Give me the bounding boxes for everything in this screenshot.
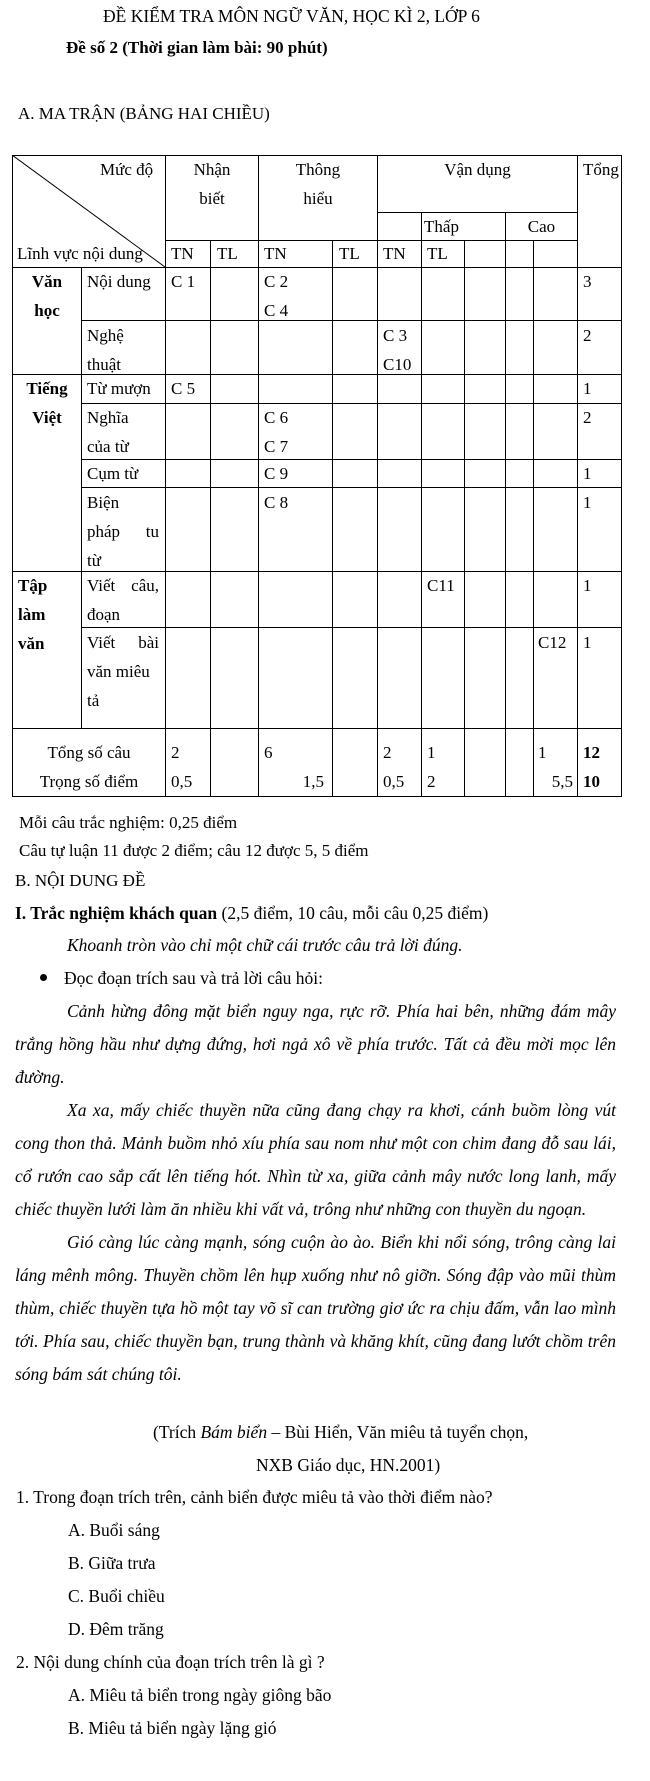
q2-option-a[interactable]: A. Miêu tả biển trong ngày giông bão (68, 1685, 332, 1705)
group-van-hoc: Văn học (31, 272, 63, 320)
cell-total: 1 (583, 493, 592, 512)
summary-vd-tl: 1 2 (427, 743, 436, 791)
cell: C 8 (264, 493, 289, 512)
cell-total: 1 (583, 576, 592, 595)
q2-option-b[interactable]: B. Miêu tả biển ngày lặng gió (68, 1718, 277, 1738)
passage-paragraph: Cảnh hừng đông mặt biển nguy nga, rực rỡ. Phía hai bên, những đám mây trắng hồng hầu như dựng đứng, hơi ngả xô về phía trước. Tất cả đều mời mọc lên đường. (15, 1001, 616, 1087)
sub-cao: Cao (527, 217, 556, 236)
level-van-dung: Vận dụng (444, 160, 511, 179)
summary-th: 6 1,5 (264, 743, 324, 791)
cell: C 1 (171, 272, 196, 291)
col-tn: TN (264, 244, 287, 263)
summary-vd-tn: 2 0,5 (383, 743, 405, 791)
cell-total: 1 (583, 464, 592, 483)
passage (15, 995, 616, 1391)
level-thong-hieu: Thông hiểu (295, 160, 341, 208)
exam-title: ĐỀ KIỂM TRA MÔN NGỮ VĂN, HỌC KÌ 2, LỚP 6 (103, 6, 480, 26)
question-2: 2. Nội dung chính của đoạn trích trên là gì ? (16, 1652, 325, 1672)
group-tap-lam-van: Tập làm văn (18, 576, 48, 653)
level-tong: Tổng (583, 160, 619, 179)
col-tl: TL (339, 244, 360, 263)
row-label-noi-dung: Nội dung (87, 272, 151, 291)
col-tl: TL (427, 244, 448, 263)
part1-heading: I. Trắc nghiệm khách quan (2,5 điểm, 10 câu, mỗi câu 0,25 điểm) (15, 903, 489, 923)
row-label-viet-cau: Viết câu, đoạn (87, 576, 159, 624)
cell-total: 2 (583, 408, 592, 427)
citation-line-2: NXB Giáo dục, HN.2001) (256, 1455, 441, 1475)
summary-nb: 2 0,5 (171, 743, 193, 791)
q1-option-d[interactable]: D. Đêm trăng (68, 1619, 164, 1639)
summary-cao: 1 5,5 (538, 743, 573, 791)
section-b-heading: B. NỘI DUNG ĐỀ (15, 871, 146, 890)
passage-paragraph: Gió càng lúc càng mạnh, sóng cuộn ào ào. Biển khi nổi sóng, trông càng lai láng mênh mông. Thuyền chồm lên hụp xuống như nô giỡn. Sóng đập vào mũi thùm thùm, chiếc thuyền tựa hồ một tay võ sĩ can trường giơ ức ra chịu đấm, vẫn lao mình tới. Phía sau, chiếc thuyền bạn, trung thành và khăng khít, cũng đang lướt chồm trên sóng bám sát chúng tôi. (15, 1232, 616, 1384)
note-tracnghiem: Mỗi câu trắc nghiệm: 0,25 điểm (19, 813, 238, 832)
bullet-icon (40, 974, 47, 981)
corner-top-label: Mức độ (100, 160, 154, 179)
cell-total: 2 (583, 326, 592, 345)
q1-option-b[interactable]: B. Giữa trưa (68, 1553, 156, 1573)
matrix-table (12, 155, 622, 797)
cell: C12 (538, 633, 567, 652)
row-label-nghia-cua-tu: Nghĩa của từ (87, 408, 129, 456)
cell-total: 1 (583, 633, 592, 652)
col-tn: TN (383, 244, 406, 263)
cell: C 2 C 4 (264, 272, 289, 320)
bullet-item: Đọc đoạn trích sau và trả lời câu hỏi: (40, 968, 323, 989)
instruction: Khoanh tròn vào chỉ một chữ cái trước câu trả lời đúng. (67, 935, 463, 955)
summary-labels: Tổng số câu Trọng số điểm (39, 743, 139, 791)
cell: C 5 (171, 379, 196, 398)
q1-option-c[interactable]: C. Buổi chiều (68, 1586, 165, 1606)
cell: C 9 (264, 464, 289, 483)
row-label-tu-muon: Từ mượn (87, 379, 151, 398)
row-label-nghe-thuat: Nghệ thuật (87, 326, 124, 374)
cell: C 6 C 7 (264, 408, 289, 456)
passage-paragraph: Xa xa, mấy chiếc thuyền nữa cũng đang chạy ra khơi, cánh buồm lòng vút cong thon thả. Mảnh buồm nhỏ xíu phía sau nom như một con chim đang đỗ sau lái, cổ rướn cao sắp cất lên tiếng hót. Nhìn từ xa, giữa cảnh mây nước long lanh, mấy chiếc thuyền lưới làm ăn nhiều khi vất vả, trông như những con thuyền du ngoạn. (15, 1100, 616, 1219)
exam-subtitle: Đề số 2 (Thời gian làm bài: 90 phút) (66, 38, 328, 57)
note-tuluan: Câu tự luận 11 được 2 điểm; câu 12 được 5, 5 điểm (19, 841, 369, 860)
summary-total: 12 10 (583, 743, 600, 791)
level-nhan-biet: Nhận biết (193, 160, 231, 208)
q1-option-a[interactable]: A. Buổi sáng (68, 1520, 160, 1540)
group-tieng-viet: Tiếng Việt (26, 379, 68, 427)
corner-bottom-label: Lĩnh vực nội dung (17, 244, 143, 263)
row-label-bien-phap: Biện pháp tu từ (87, 493, 159, 570)
cell: C 3 C10 (383, 326, 412, 374)
sub-thap: Thấp (424, 217, 459, 236)
cell-total: 3 (583, 272, 592, 291)
row-label-viet-bai: Viết bài văn miêu tả (87, 633, 159, 710)
row-label-cum-tu: Cụm từ (87, 464, 139, 483)
section-a-heading: A. MA TRẬN (BẢNG HAI CHIỀU) (18, 104, 270, 123)
col-tn: TN (171, 244, 194, 263)
cell-total: 1 (583, 379, 592, 398)
question-1: 1. Trong đoạn trích trên, cảnh biển được miêu tả vào thời điểm nào? (16, 1487, 493, 1507)
citation-line-1: (Trích Bám biển – Bùi Hiển, Văn miêu tả tuyển chọn, (153, 1422, 529, 1442)
col-tl: TL (217, 244, 238, 263)
cell: C11 (427, 576, 455, 595)
